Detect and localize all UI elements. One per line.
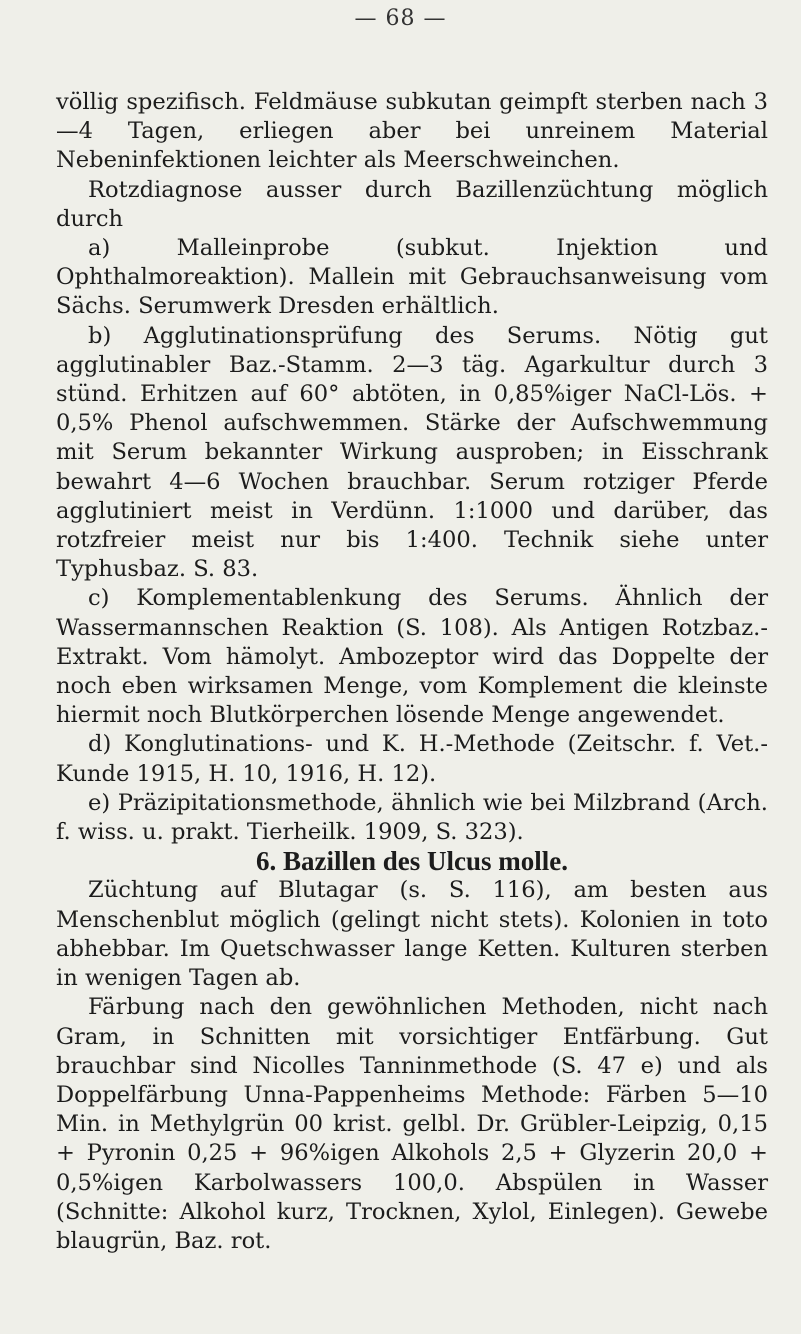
paragraph-2: Rotzdiagnose ausser durch Bazillenzüchtung möglich durch xyxy=(56,176,768,232)
paragraph-5: c) Komplementablenkung des Serums. Ähnlich der Wassermannschen Reaktion (S. 108). Als Antigen Rotzbaz.-Extrakt. Vom hämolyt. Ambozeptor wird das Doppelte der noch eben wirksamen Menge, vom Komplement die kleinste hiermit noch Blutkörperchen lösende Menge angewendet. xyxy=(56,585,768,729)
paragraph-6: d) Konglutinations- und K. H.-Methode (Zeitschr. f. Vet.-Kunde 1915, H. 10, 1916, H. 12). xyxy=(56,731,768,787)
paragraph-1: völlig spezifisch. Feldmäuse subkutan geimpft sterben nach 3—4 Tagen, erliegen aber bei unreinem Material Nebeninfektionen leichter als Meerschweinchen. xyxy=(56,89,768,174)
page-body xyxy=(56,88,768,1256)
page-number-header: — 68 — xyxy=(354,6,447,31)
paragraph-4: b) Agglutinationsprüfung des Serums. Nötig gut agglutinabler Baz.-Stamm. 2—3 täg. Agarkultur durch 3 stünd. Erhitzen auf 60° abtöten, in 0,85%iger NaCl-Lös. + 0,5% Phenol aufschwemmen. Stärke der Aufschwemmung mit Serum bekannter Wirkung ausproben; in Eisschrank bewahrt 4—6 Wochen brauchbar. Serum rotziger Pferde agglutiniert meist in Verdünn. 1:1000 und darüber, das rotzfreier meist nur bis 1:400. Technik siehe unter Typhusbaz. S. 83. xyxy=(56,322,768,583)
paragraph-3: a) Malleinprobe (subkut. Injektion und Ophthalmoreaktion). Mallein mit Gebrauchsanweisung vom Sächs. Serumwerk Dresden erhältlich. xyxy=(56,235,768,320)
paragraph-7: e) Präzipitationsmethode, ähnlich wie bei Milzbrand (Arch. f. wiss. u. prakt. Tierheilk. 1909, S. 323). xyxy=(56,789,768,846)
section-heading: 6. Bazillen des Ulcus molle. xyxy=(256,846,568,877)
paragraph-9: Färbung nach den gewöhnlichen Methoden, nicht nach Gram, in Schnitten mit vorsichtiger Entfärbung. Gut brauchbar sind Nicolles Tanninmethode (S. 47 e) und als Doppelfärbung Unna-Pappenheims Methode: Färben 5—10 Min. in Methylgrün 00 krist. gelbl. Dr. Grübler-Leipzig, 0,15 + Pyronin 0,25 + 96%igen Alkohols 2,5 + Glyzerin 20,0 + 0,5%igen Karbolwassers 100,0. Abspülen in Wasser (Schnitte: Alkohol kurz, Trocknen, Xylol, Einlegen). Gewebe blaugrün, Baz. rot. xyxy=(56,994,768,1254)
paragraph-8: Züchtung auf Blutagar (s. S. 116), am besten aus Menschenblut möglich (gelingt nicht stets). Kolonien in toto abhebbar. Im Quetschwasser lange Ketten. Kulturen sterben in wenigen Tagen ab. xyxy=(56,877,768,992)
